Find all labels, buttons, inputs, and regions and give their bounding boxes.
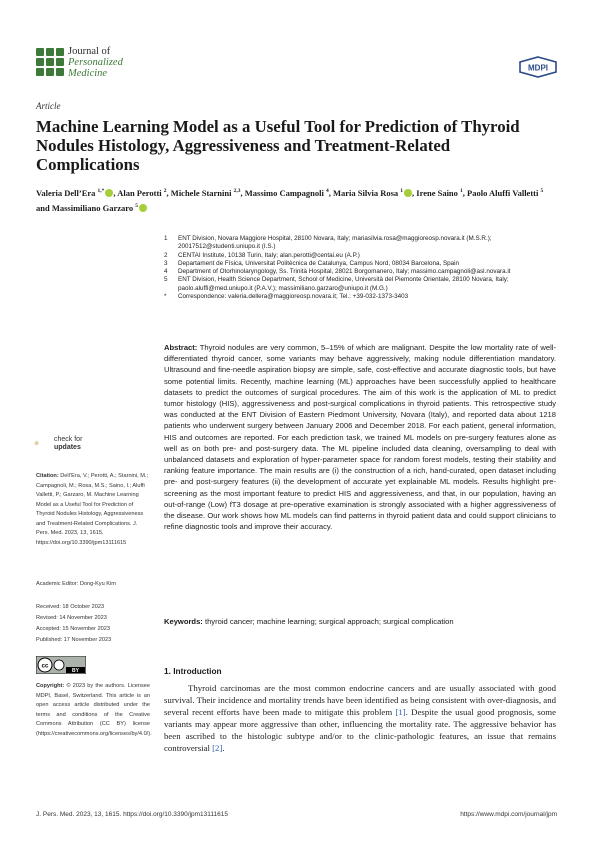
keywords: [164, 616, 556, 627]
section-heading-introduction: 1. Introduction: [164, 666, 222, 676]
mdpi-logo-icon[interactable]: [518, 56, 558, 78]
affiliation-text: CENTAI Institute, 10138 Turin, Italy; alan.perotti@centai.eu (A.P.): [178, 251, 360, 259]
affiliation-item: [164, 260, 556, 268]
affiliation-text: Department of Otorhinolaryngology, Ss. Trinità Hospital, 28021 Borgomanero, Italy; massimo.campagnoli@asl.novara.it: [178, 268, 511, 276]
author-affiliation-marker: 2: [163, 188, 167, 194]
date-accepted: Accepted: 15 November 2023: [36, 626, 111, 632]
author-name: Valeria Dell’Era $^{1,*}$: [36, 188, 113, 198]
check-line-2: updates: [54, 443, 81, 451]
citation-label: Citation:: [36, 473, 59, 479]
author-affiliation-marker: 1,*: [97, 188, 105, 194]
check-line-1: check for: [54, 436, 83, 443]
orcid-icon[interactable]: [105, 189, 113, 197]
affiliation-item: [164, 252, 556, 260]
author-name: Maria Silvia Rosa $^1$: [333, 188, 412, 198]
affiliation-text: Correspondence: valeria.dellera@maggioreosp.novara.it; Tel.: +39-032-1373-3403: [178, 293, 409, 301]
orcid-icon[interactable]: [404, 189, 412, 197]
affiliation-text: ENT Division, Novara Maggiore Hospital, 28100 Novara, Italy; mariasilvia.rosa@maggioreosp.novara.it (M.S.R.); 20017512@studenti.uniupo.it (I.S.): [178, 235, 492, 251]
affiliation-number: 3: [164, 259, 168, 267]
author-affiliation-marker: 4: [325, 188, 329, 194]
intro-text-1: Thyroid carcinomas are the most common endocrine cancers and are usually associated with good survival. Their incidence and mortality trends have been identified as being consistent with over-diagnosis, and several recent efforts have been made to mitigate this problem: [164, 683, 556, 717]
author-affiliation-marker: 1: [460, 188, 463, 194]
journal-name: [68, 46, 123, 79]
academic-editor: Academic Editor: Dong-Kyu Kim: [36, 581, 116, 587]
author-name: Irene Saino $^1$: [416, 187, 463, 198]
affiliation-item: [164, 268, 556, 276]
affiliation-item: [164, 293, 556, 301]
affiliation-item: [164, 276, 556, 293]
abstract: [164, 342, 556, 532]
intro-paragraph: [164, 683, 556, 754]
check-for-updates-label[interactable]: [54, 436, 82, 451]
author-name: Massimiliano Garzaro $^5$: [52, 203, 147, 213]
keywords-text: thyroid cancer; machine learning; surgical approach; surgical complication: [204, 617, 454, 626]
author-name: Paolo Aluffi Valletti $^5$: [467, 187, 544, 198]
reference-link-1[interactable]: [1]: [395, 706, 406, 717]
author-affiliation-marker: 2,3: [233, 188, 241, 194]
footer-citation: J. Pers. Med. 2023, 13, 1615. https://doi.org/10.3390/jpm13111615: [36, 811, 229, 818]
footer-journal-url[interactable]: https://www.mdpi.com/journal/jpm: [460, 811, 557, 818]
article-type: Article: [36, 101, 61, 111]
affiliation-number: 2: [164, 251, 168, 259]
journal-line-3: Medicine: [68, 68, 108, 79]
citation-text: Dell’Era, V.; Perotti, A.; Starnini, M.; Campagnoli, M.; Rosa, M.S.; Saino, I.; Aluffi Valletti, P.; Garzaro, M. Machine Learning Model as a Useful Tool for Prediction of Thyroid Nodules Histology, Aggressiveness and Treatment-Related Complications. J. Pers. Med. 2023, 13, 1615. https://doi.org/10.3390/jpm13111615: [36, 473, 149, 546]
copyright-text: © 2023 by the authors. Licensee MDPI, Basel, Switzerland. This article is an open access article distributed under the terms and conditions of the Creative Commons Attribution (CC BY) license (https://creativecommons.org/licenses/by/4.0/).: [36, 683, 152, 737]
intro-text-2: . Despite the usual good prognosis, some variants may appear more aggressive than other, influencing the mortality rate. The aggressive behavior has been ascribed to the histologic subtype and/or to the clinic-pathologic features, an issue that remains controversial: [164, 706, 556, 753]
orcid-icon[interactable]: [139, 204, 147, 212]
author-affiliation-marker: 5: [135, 202, 139, 209]
affiliation-text: ENT Division, Health Science Department, School of Medicine, Università del Piemonte Orientale, 28100 Novara, Italy; paolo.aluffi@med.uniupo.it (P.A.V.); massimiliano.garzaro@uniupo.it (M.G.): [178, 276, 509, 292]
journal-line-1: Journal of: [68, 46, 111, 57]
reference-link-2[interactable]: [2]: [212, 742, 223, 753]
affiliation-item: [164, 235, 556, 252]
paper-title: Machine Learning Model as a Useful Tool for Prediction of Thyroid Nodules Histology, Aggressiveness and Treatment-Related Complications: [36, 117, 520, 174]
affiliation-number: 1: [164, 235, 168, 242]
date-revised: Revised: 14 November 2023: [36, 615, 107, 621]
affiliation-number: 4: [164, 268, 168, 276]
check-for-updates-icon[interactable]: [34, 433, 52, 455]
date-received: Received: 18 October 2023: [36, 604, 105, 610]
cc-by-license-icon[interactable]: [36, 656, 86, 674]
author-name: Alan Perotti $^2$: [117, 187, 167, 198]
date-published: Published: 17 November 2023: [36, 637, 112, 643]
abstract-text: Thyroid nodules are very common, 5–15% of which are malignant. Despite the low mortality rate of well-differentiated thyroid cancer, some variants may behave aggressively, making nodule differentiation mandatory. Ultrasound and fine-needle aspiration biopsy are simple, safe, cost-effective and accurate diagnostic tools, but have some potential limits. Recently, machine learning (ML) approaches have been successfully applied to healthcare datasets to predict the outcomes of surgical procedures. The aim of this work is the application of ML to predict tumor histology (HIS), aggressiveness and post-surgical complications in thyroid patients. This retrospective study was conducted at the ENT Division of Eastern Piedmont University, Novara (Italy), and reported data about 1218 patients who underwent surgery between January 2006 and December 2018. For each patient, general information, HIS and outcomes are reported. For each prediction task, we trained ML models on pre-surgery features alone as well as on both pre- and post-surgery data. The ML pipeline included data cleaning, oversampling to deal with unbalanced datasets and exploration of hyper-parameter space for random forest models, testing their stability and ranking feature importance. The main results are (i) the construction of a rich, hand-curated, open dataset including pre- and post-surgery features (ii) the development of accurate yet explainable ML models. Results highlight pre-screening as the most important feature to predict HIS and aggressiveness, and that, in our population, having an out-of-range (Low) fT3 dosage at pre-operative examination is strongly associated with a higher aggressiveness of the disease. Our work shows how ML models can find patterns in thyroid patient data and could support clinicians to refine diagnostic tools and improve their accuracy.: [164, 343, 556, 532]
author-name: Massimo Campagnoli $^4$: [244, 187, 329, 198]
journal-line-2: Personalized: [68, 57, 123, 68]
keywords-label: Keywords:: [164, 617, 203, 626]
author-list: Valeria Dell’Era $^{1,*}$ , Alan Perotti $^2$, Michele Starnini $^{2,3}$, Massimo Campagnoli $^4$, Maria Silvia Rosa $^1$ , Irene Saino $^1$, Paolo Aluffi Valletti $^5$ and Massimiliano Garzaro $^5$: [36, 187, 544, 213]
copyright-label: Copyright:: [36, 683, 65, 689]
svg-text:BY: BY: [72, 668, 79, 674]
author-affiliation-marker: 5: [540, 188, 544, 194]
affiliation-number: 5: [164, 276, 168, 284]
author-affiliation-marker: 1: [400, 188, 404, 194]
intro-text-3: .: [222, 742, 225, 753]
affiliations: [164, 235, 556, 301]
affiliation-number: *: [164, 293, 167, 301]
svg-text:cc: cc: [41, 663, 49, 670]
abstract-label: Abstract:: [164, 343, 198, 352]
affiliation-text: Departament de Física, Universitat Politècnica de Catalunya, Campus Nord, 08034 Barcelona, Spain: [178, 259, 460, 267]
citation: [36, 472, 150, 548]
author-name: Michele Starnini $^{2,3}$: [170, 187, 241, 198]
journal-logo-icon: [36, 48, 64, 76]
copyright: [36, 682, 150, 739]
mdpi-logo-text: MDPI: [528, 63, 548, 73]
